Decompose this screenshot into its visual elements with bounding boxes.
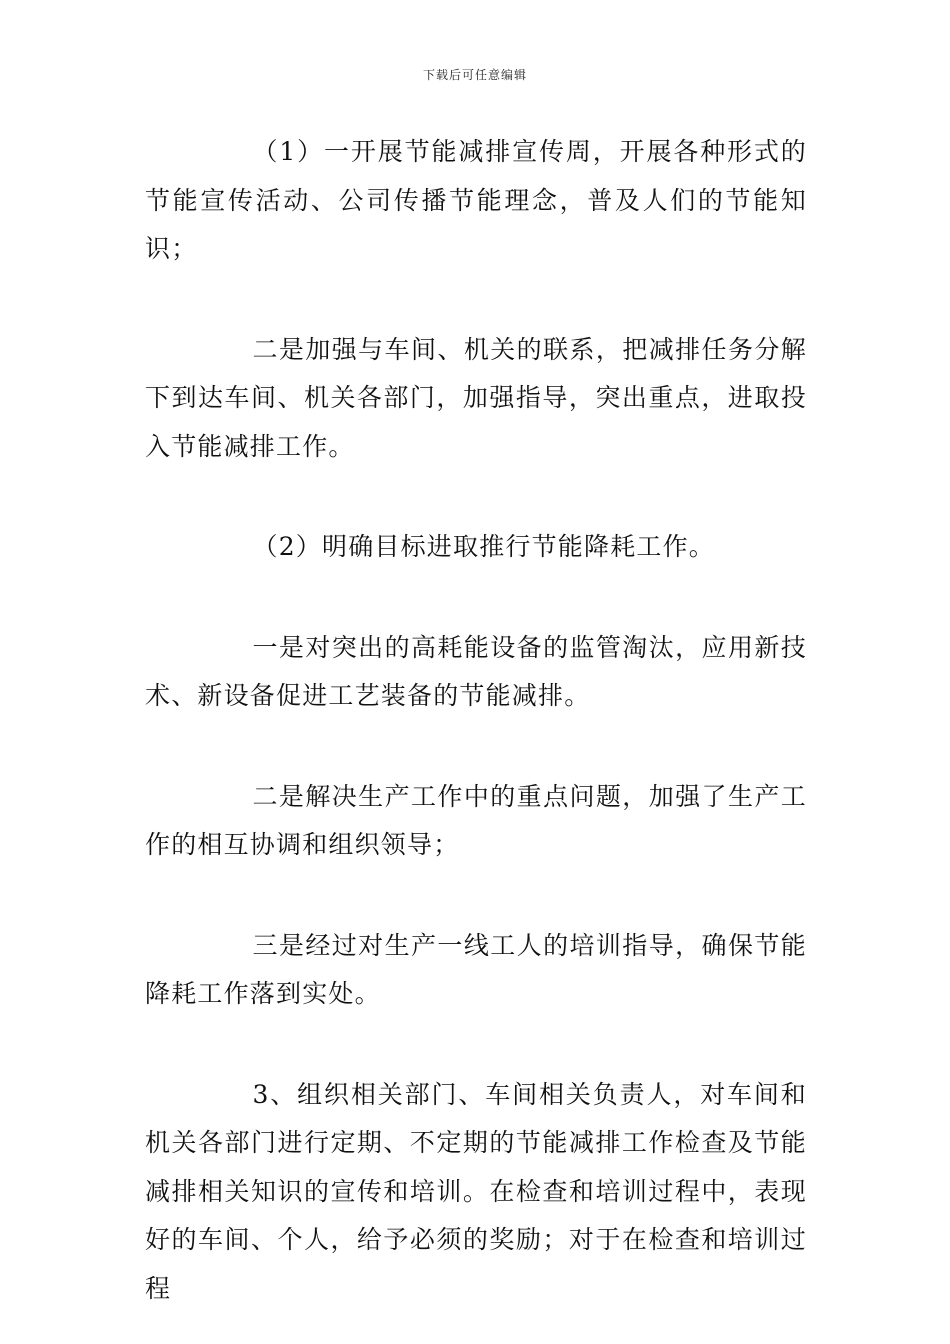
paragraph-gap (145, 572, 807, 624)
paragraph-6: 三是经过对生产一线工人的培训指导，确保节能降耗工作落到实处。 (145, 930, 807, 1008)
paragraph-gap (145, 471, 807, 523)
paragraph-gap (145, 274, 807, 326)
paragraph-gap (145, 1019, 807, 1071)
paragraph-7: 3、组织相关部门、车间相关负责人，对车间和机关各部门进行定期、不定期的节能减排工作检查及节能减排相关知识的宣传和培训。在检查和培训过程中，表现好的车间、个人，给予必须的奖励；对于在检查和培训过程 (145, 1079, 807, 1303)
document-body (145, 128, 807, 1313)
paragraph-3: （2）明确目标进取推行节能降耗工作。 (252, 532, 716, 561)
paragraph-gap (145, 721, 807, 773)
paragraph-4: 一是对突出的高耗能设备的监管淘汰，应用新技术、新设备促进工艺装备的节能减排。 (145, 632, 807, 710)
paragraph-1: （1）一开展节能减排宣传周，开展各种形式的节能宣传活动、公司传播节能理念，普及人们的节能知识； (145, 137, 807, 263)
paragraph-2: 二是加强与车间、机关的联系，把减排任务分解下到达车间、机关各部门，加强指导，突出重点，进取投入节能减排工作。 (145, 334, 807, 461)
paragraph-5: 二是解决生产工作中的重点问题，加强了生产工作的相互协调和组织领导； (145, 781, 807, 859)
paragraph-gap (145, 870, 807, 922)
header-note: 下载后可任意编辑 (422, 68, 527, 82)
